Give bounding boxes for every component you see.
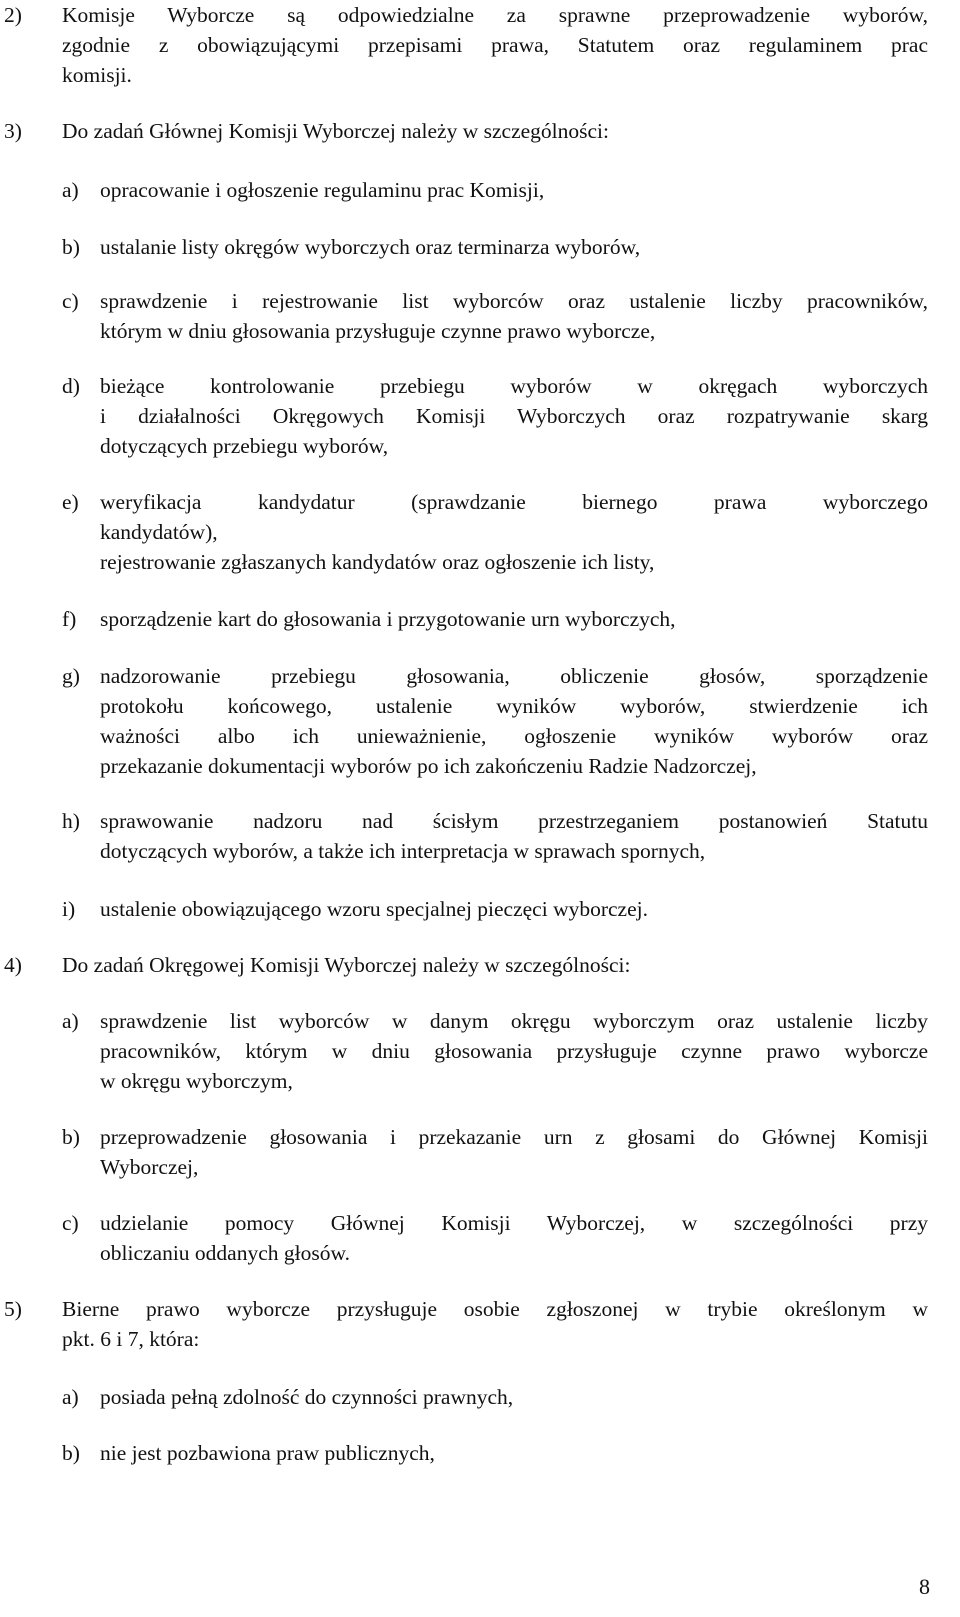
text-line: którym w dniu głosowania przysługuje czynne prawo wyborcze,: [100, 319, 656, 343]
item-number: e): [62, 490, 79, 514]
list-item: [62, 604, 928, 634]
text-line: posiada pełną zdolność do czynności prawnych,: [100, 1385, 514, 1409]
item-number: 2): [4, 3, 22, 27]
list-item: [4, 116, 928, 146]
item-text: [62, 950, 928, 980]
text-line: obliczaniu oddanych głosów.: [100, 1241, 350, 1265]
item-text: [100, 661, 928, 781]
list-item: [4, 1294, 928, 1354]
text-line: pkt. 6 i 7, która:: [62, 1327, 200, 1351]
item-number: i): [62, 897, 76, 921]
text-line: zgodnie z obowiązującymi przepisami prawa, Statutem oraz regulaminem prac: [62, 33, 928, 57]
text-line: weryfikacja kandydatur (sprawdzanie biernego prawa wyborczego: [100, 490, 928, 514]
item-number: 5): [4, 1297, 22, 1321]
list-item: [62, 1122, 928, 1182]
item-number: b): [62, 1125, 80, 1149]
text-line: sprawdzenie i rejestrowanie list wyborców oraz ustalenie liczby pracowników,: [100, 289, 928, 313]
text-line: Do zadań Głównej Komisji Wyborczej należy w szczególności:: [62, 119, 609, 143]
list-item: [62, 175, 928, 205]
item-text: [100, 487, 928, 577]
item-number: 3): [4, 119, 22, 143]
text-line: nie jest pozbawiona praw publicznych,: [100, 1441, 435, 1465]
item-number: h): [62, 809, 80, 833]
list-item: [62, 661, 928, 781]
text-line: sprawdzenie list wyborców w danym okręgu wyborczym oraz ustalenie liczby: [100, 1009, 928, 1033]
text-line: pracowników, którym w dniu głosowania przysługuje czynne prawo wyborcze: [100, 1039, 928, 1063]
text-line: Do zadań Okręgowej Komisji Wyborczej należy w szczególności:: [62, 953, 631, 977]
list-item: [62, 1382, 928, 1412]
item-number: a): [62, 178, 79, 202]
text-line: rejestrowanie zgłaszanych kandydatów oraz ogłoszenie ich listy,: [100, 550, 655, 574]
item-text: [100, 894, 928, 924]
item-number: b): [62, 235, 80, 259]
list-item: [4, 0, 928, 90]
text-line: sprawowanie nadzoru nad ścisłym przestrzeganiem postanowień Statutu: [100, 809, 928, 833]
text-line: komisji.: [62, 63, 132, 87]
list-item: [62, 286, 928, 346]
item-text: [100, 1208, 928, 1268]
item-number: 4): [4, 953, 22, 977]
item-text: [100, 232, 928, 262]
text-line: opracowanie i ogłoszenie regulaminu prac Komisji,: [100, 178, 545, 202]
item-number: a): [62, 1009, 79, 1033]
text-line: ustalenie obowiązującego wzoru specjalnej pieczęci wyborczej.: [100, 897, 648, 921]
item-number: c): [62, 1211, 79, 1235]
text-line: Wyborczej,: [100, 1155, 199, 1179]
list-item: [62, 232, 928, 262]
list-item: [4, 950, 928, 980]
text-line: protokołu końcowego, ustalenie wyników wyborów, stwierdzenie ich: [100, 694, 928, 718]
list-item: [62, 894, 928, 924]
item-text: [100, 1122, 928, 1182]
text-line: ustalanie listy okręgów wyborczych oraz terminarza wyborów,: [100, 235, 641, 259]
text-line: Komisje Wyborcze są odpowiedzialne za sprawne przeprowadzenie wyborów,: [62, 3, 928, 27]
text-line: przekazanie dokumentacji wyborów po ich zakończeniu Radzie Nadzorczej,: [100, 754, 757, 778]
item-number: d): [62, 374, 80, 398]
list-item: [62, 1438, 928, 1468]
item-text: [100, 175, 928, 205]
text-line: ważności albo ich unieważnienie, ogłoszenie wyników wyborów oraz: [100, 724, 928, 748]
text-line: kandydatów),: [100, 520, 218, 544]
item-number: a): [62, 1385, 79, 1409]
item-text: [62, 1294, 928, 1354]
item-text: [100, 371, 928, 461]
item-number: b): [62, 1441, 80, 1465]
item-text: [62, 116, 928, 146]
page-number: 8: [919, 1574, 930, 1599]
text-line: nadzorowanie przebiegu głosowania, obliczenie głosów, sporządzenie: [100, 664, 928, 688]
list-item: [62, 487, 928, 577]
text-line: w okręgu wyborczym,: [100, 1069, 293, 1093]
item-number: c): [62, 289, 79, 313]
text-line: i działalności Okręgowych Komisji Wyborczych oraz rozpatrywanie skarg: [100, 404, 928, 428]
text-line: przeprowadzenie głosowania i przekazanie urn z głosami do Głównej Komisji: [100, 1125, 928, 1149]
text-line: bieżące kontrolowanie przebiegu wyborów w okręgach wyborczych: [100, 374, 928, 398]
item-number: f): [62, 607, 77, 631]
item-text: [100, 1438, 928, 1468]
text-line: Bierne prawo wyborcze przysługuje osobie zgłoszonej w trybie określonym w: [62, 1297, 928, 1321]
item-number: g): [62, 664, 80, 688]
text-line: dotyczących wyborów, a także ich interpretacja w sprawach spornych,: [100, 839, 706, 863]
item-text: [100, 286, 928, 346]
item-text: [100, 1382, 928, 1412]
item-text: [100, 604, 928, 634]
list-item: [62, 1006, 928, 1096]
text-line: udzielanie pomocy Głównej Komisji Wyborczej, w szczególności przy: [100, 1211, 928, 1235]
item-text: [62, 0, 928, 90]
text-line: dotyczących przebiegu wyborów,: [100, 434, 389, 458]
item-text: [100, 1006, 928, 1096]
list-item: [62, 1208, 928, 1268]
list-item: [62, 806, 928, 866]
list-item: [62, 371, 928, 461]
text-line: sporządzenie kart do głosowania i przygotowanie urn wyborczych,: [100, 607, 676, 631]
item-text: [100, 806, 928, 866]
